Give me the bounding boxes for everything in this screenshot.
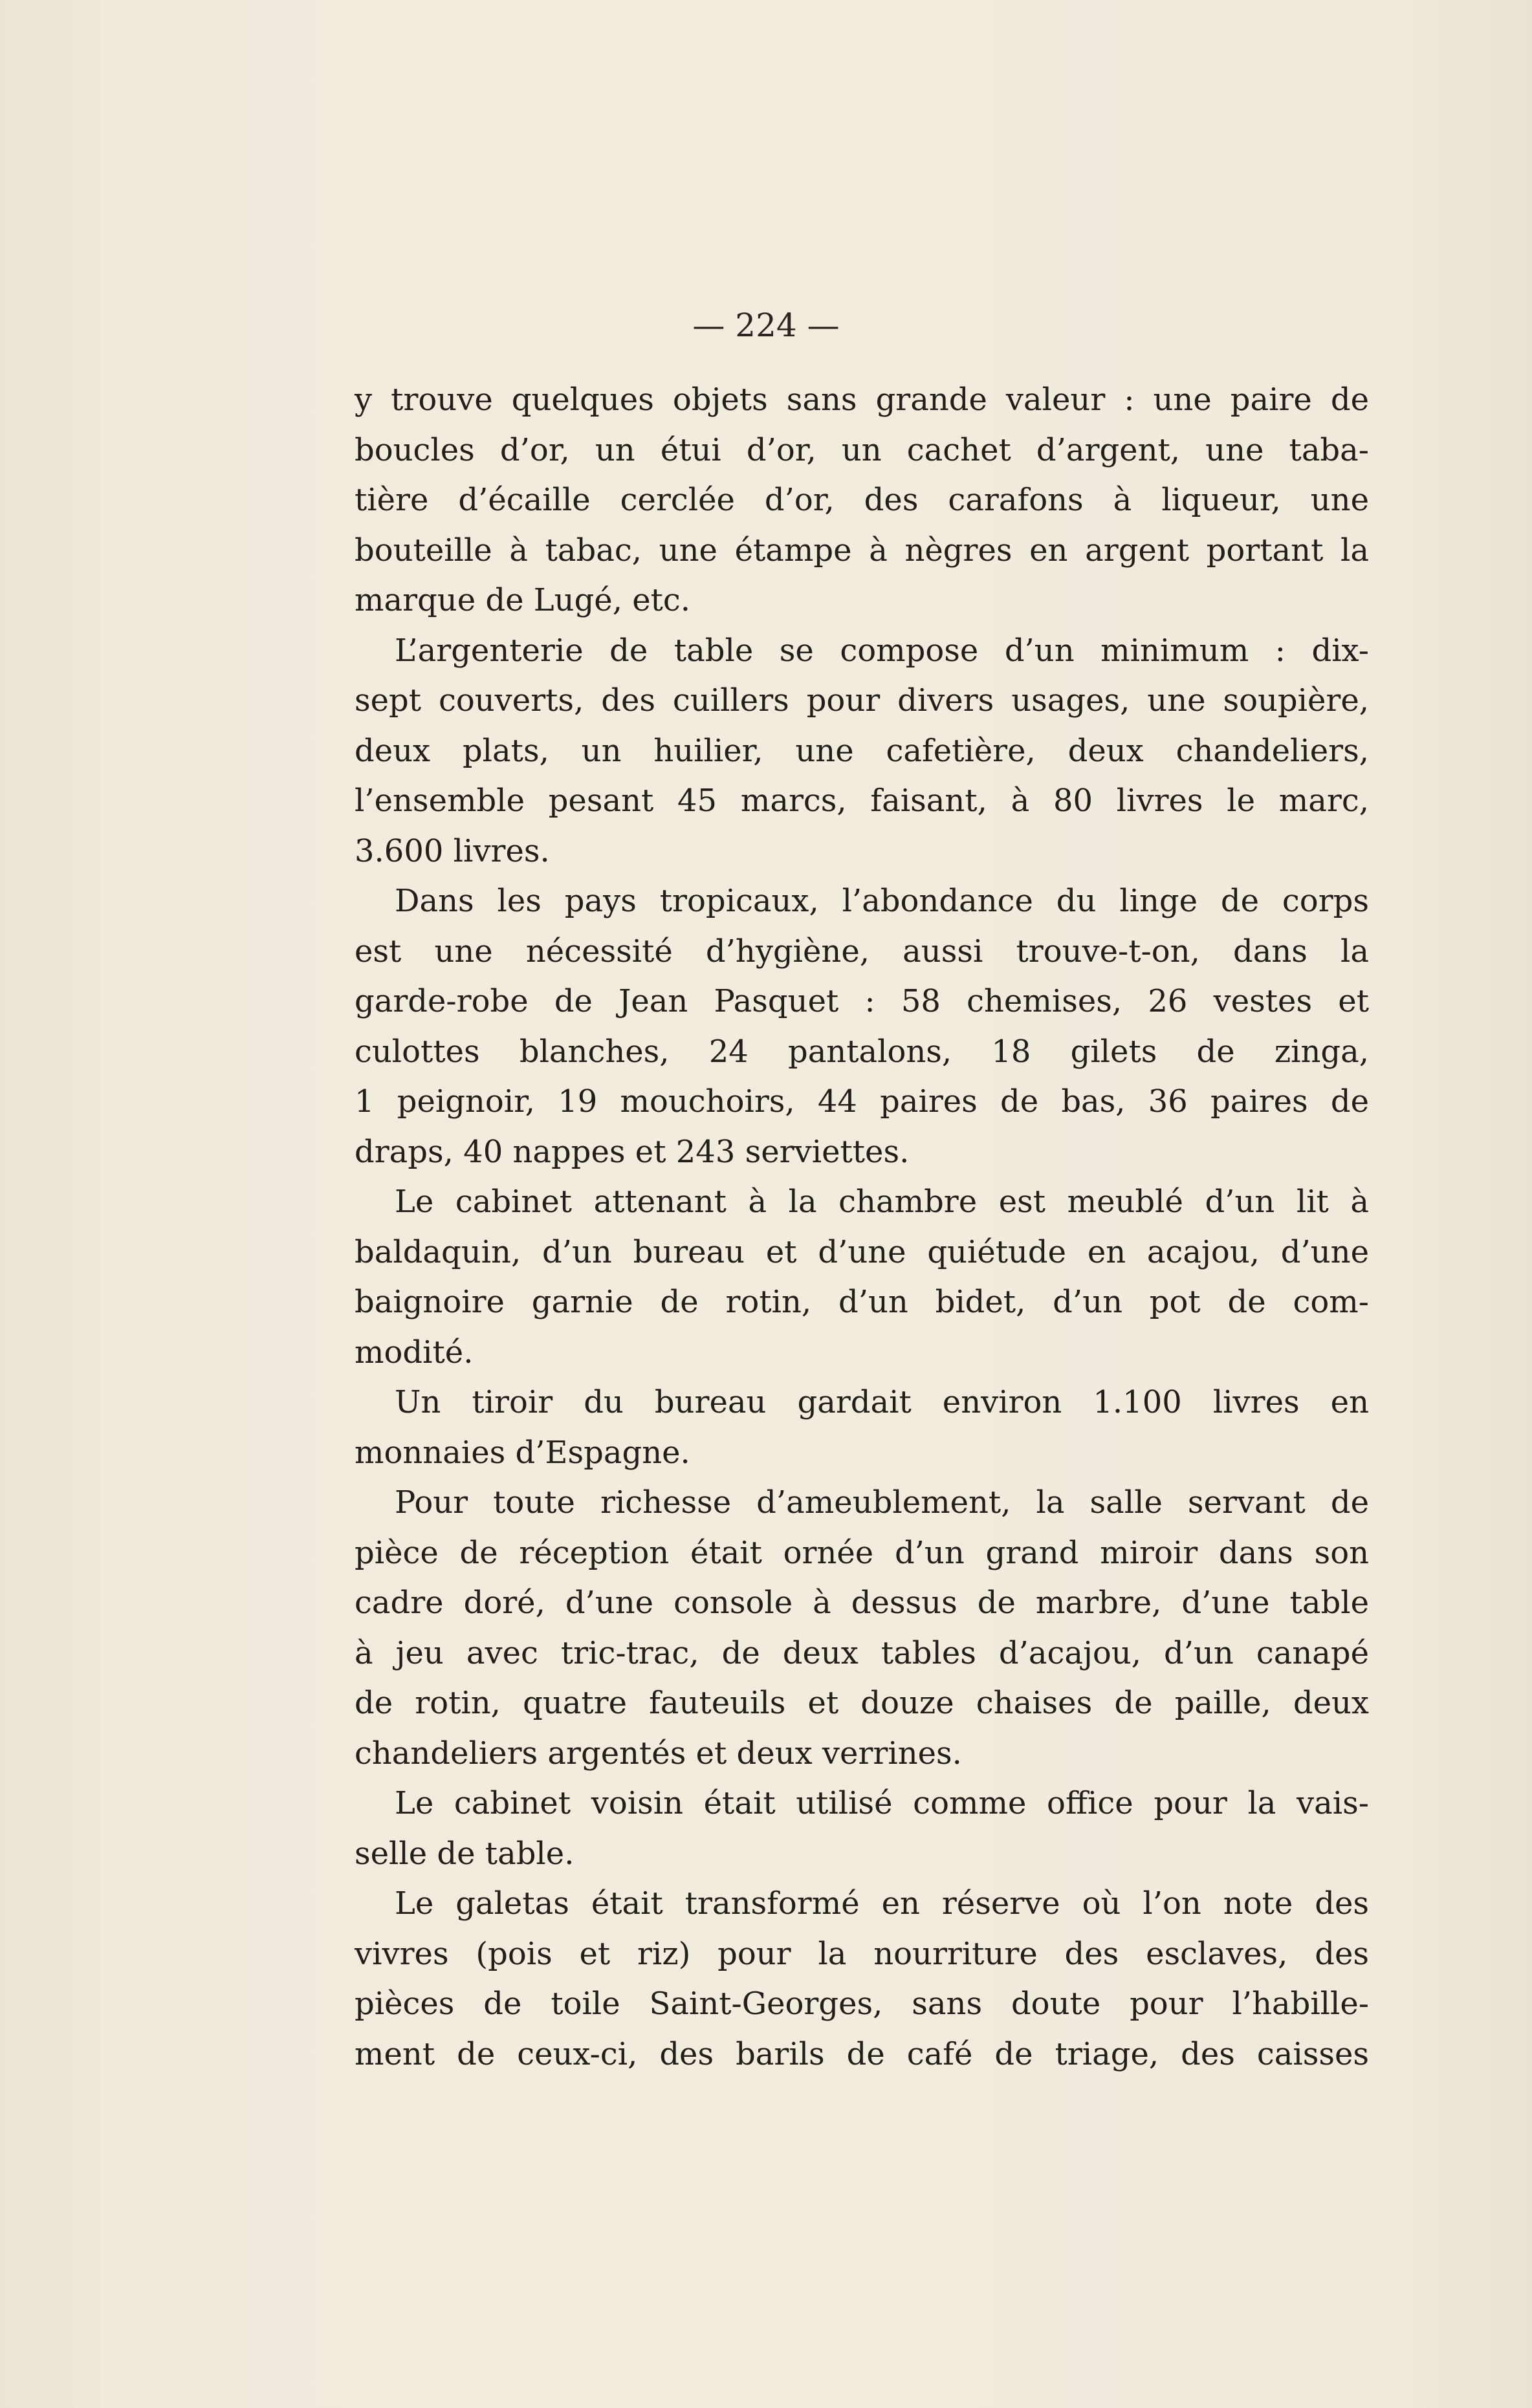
- paragraph: [355, 375, 1369, 626]
- text-line: y trouve quelques objets sans grande valeur : une paire de: [355, 382, 1369, 418]
- text-line: Pour toute richesse d’ameublement, la salle servant de: [395, 1484, 1369, 1521]
- text-line: sept couverts, des cuillers pour divers usages, une soupière,: [355, 682, 1369, 719]
- text-line: L’argenterie de table se compose d’un minimum : dix-: [395, 632, 1369, 669]
- text-line: chandeliers argentés et deux verrines.: [355, 1735, 962, 1772]
- text-line: Un tiroir du bureau gardait environ 1.100 livres en: [395, 1384, 1369, 1420]
- text-line: baignoire garnie de rotin, d’un bidet, d’un pot de com-: [355, 1284, 1369, 1320]
- text-line: Le cabinet attenant à la chambre est meublé d’un lit à: [395, 1184, 1369, 1220]
- text-line: garde-robe de Jean Pasquet : 58 chemises, 26 vestes et: [355, 983, 1369, 1019]
- text-line: 3.600 livres.: [355, 832, 550, 869]
- text-line: Le galetas était transformé en réserve où l’on note des: [395, 1885, 1369, 1922]
- text-line: ment de ceux-ci, des barils de café de triage, des caisses: [355, 2035, 1369, 2072]
- text-line: l’ensemble pesant 45 marcs, faisant, à 80 livres le marc,: [355, 783, 1369, 819]
- text-line: pièces de toile Saint-Georges, sans doute pour l’habille-: [355, 1986, 1369, 2022]
- paragraph: [355, 876, 1369, 1177]
- text-line: tière d’écaille cerclée d’or, des carafons à liqueur, une: [355, 482, 1369, 518]
- text-line: monnaies d’Espagne.: [355, 1434, 690, 1471]
- paragraph: [355, 626, 1369, 877]
- text-line: à jeu avec tric-trac, de deux tables d’acajou, d’un canapé: [355, 1634, 1369, 1671]
- text-line: pièce de réception était ornée d’un grand miroir dans son: [355, 1534, 1369, 1571]
- paragraph: [355, 1879, 1369, 2079]
- text-line: draps, 40 nappes et 243 serviettes.: [355, 1133, 910, 1170]
- paragraph: [355, 1378, 1369, 1478]
- text-line: deux plats, un huilier, une cafetière, deux chandeliers,: [355, 732, 1369, 769]
- text-line: marque de Lugé, etc.: [355, 582, 691, 618]
- body-text: [355, 375, 1369, 2079]
- paragraph: [355, 1177, 1369, 1378]
- text-line: boucles d’or, un étui d’or, un cachet d’argent, une taba-: [355, 431, 1369, 468]
- text-line: est une nécessité d’hygiène, aussi trouve-t-on, dans la: [355, 933, 1369, 970]
- paragraph: [355, 1478, 1369, 1779]
- text-line: 1 peignoir, 19 mouchoirs, 44 paires de bas, 36 paires de: [355, 1083, 1369, 1120]
- text-line: bouteille à tabac, une étampe à nègres en argent portant la: [355, 532, 1369, 569]
- text-line: Dans les pays tropicaux, l’abondance du linge de corps: [395, 883, 1369, 919]
- text-line: vivres (pois et riz) pour la nourriture des esclaves, des: [355, 1935, 1369, 1972]
- text-line: culottes blanches, 24 pantalons, 18 gilets de zinga,: [355, 1033, 1369, 1070]
- text-line: modité.: [355, 1334, 474, 1371]
- text-line: cadre doré, d’une console à dessus de marbre, d’une table: [355, 1585, 1369, 1621]
- text-line: selle de table.: [355, 1835, 574, 1872]
- text-line: de rotin, quatre fauteuils et douze chaises de paille, deux: [355, 1685, 1369, 1721]
- text-line: Le cabinet voisin était utilisé comme office pour la vais-: [395, 1785, 1369, 1821]
- text-line: baldaquin, d’un bureau et d’une quiétude en acajou, d’une: [355, 1233, 1369, 1270]
- page-number: — 224 —: [692, 307, 840, 344]
- paragraph: [355, 1779, 1369, 1879]
